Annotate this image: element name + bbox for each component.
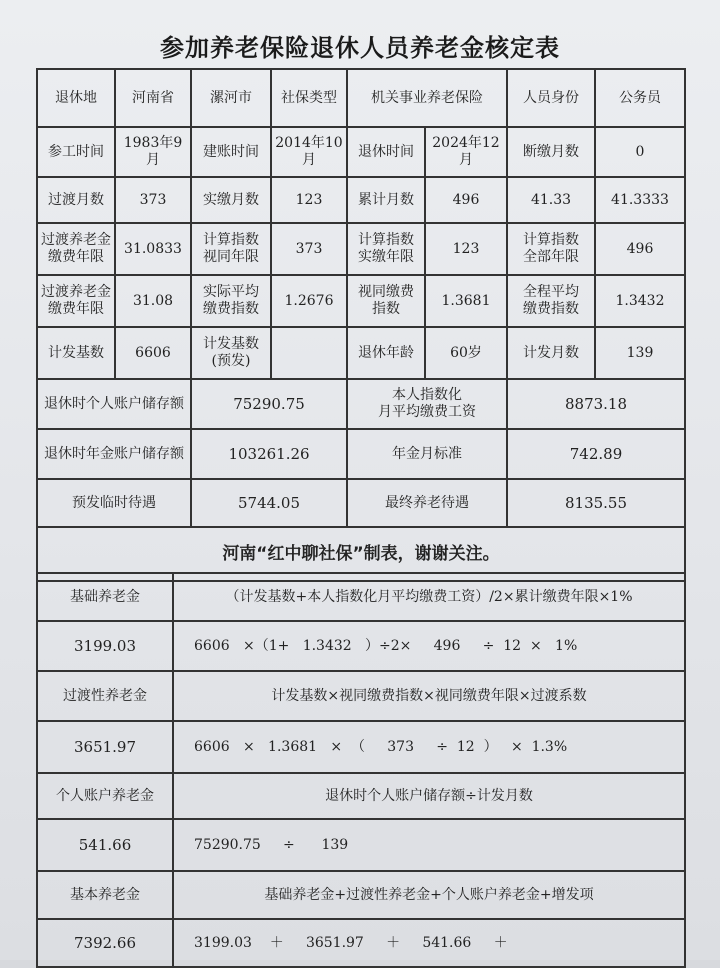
calc-value: 7392.66 — [37, 919, 173, 967]
cell: 41.33 — [507, 177, 595, 223]
value-row — [37, 819, 685, 871]
cell: 计算指数 实缴年限 — [347, 223, 425, 275]
cell: 1983年9月 — [115, 127, 191, 177]
cell: 75290.75 — [191, 379, 347, 429]
cell: 373 — [115, 177, 191, 223]
cell: 计发月数 — [507, 327, 595, 379]
calc-value: 3199.03 — [37, 621, 173, 671]
cell: 1.2676 — [271, 275, 347, 327]
cell: 31.0833 — [115, 223, 191, 275]
cell: 断缴月数 — [507, 127, 595, 177]
cell: 41.3333 — [595, 177, 685, 223]
cell: 全程平均 缴费指数 — [507, 275, 595, 327]
cell: 过渡月数 — [37, 177, 115, 223]
page-title: 参加养老保险退休人员养老金核定表 — [160, 34, 560, 62]
cell: 1.3432 — [595, 275, 685, 327]
calc-label: 过渡性养老金 — [37, 671, 173, 721]
cell: 496 — [425, 177, 507, 223]
info-row — [37, 177, 685, 223]
cell: 0 — [595, 127, 685, 177]
cell: 2014年10月 — [271, 127, 347, 177]
summary-row — [37, 379, 685, 429]
calc-formula: 基础养老金+过渡性养老金+个人账户养老金+增发项 — [173, 871, 685, 919]
cell: 31.08 — [115, 275, 191, 327]
cell: 河南省 — [115, 69, 191, 127]
cell: 建账时间 — [191, 127, 271, 177]
cell: 123 — [425, 223, 507, 275]
formula-row — [37, 871, 685, 919]
info-row — [37, 223, 685, 275]
cell: 6606 — [115, 327, 191, 379]
calc-value: 541.66 — [37, 819, 173, 871]
calc-value: 3651.97 — [37, 721, 173, 773]
cell: 742.89 — [507, 429, 685, 479]
cell: 社保类型 — [271, 69, 347, 127]
calc-formula: 计发基数×视同缴费指数×视同缴费年限×过渡系数 — [173, 671, 685, 721]
cell: 退休年龄 — [347, 327, 425, 379]
cell: 计发基数 — [37, 327, 115, 379]
cell: 过渡养老金 缴费年限 — [37, 223, 115, 275]
cell: 退休时年金账户储存额 — [37, 429, 191, 479]
calc-label: 基础养老金 — [37, 573, 173, 621]
calc-table — [36, 572, 686, 968]
value-row — [37, 621, 685, 671]
formula-row — [37, 773, 685, 819]
cell: 123 — [271, 177, 347, 223]
cell: 5744.05 — [191, 479, 347, 527]
cell — [271, 327, 347, 379]
cell: 计发基数 (预发) — [191, 327, 271, 379]
cell: 年金月标准 — [347, 429, 507, 479]
cell: 实缴月数 — [191, 177, 271, 223]
cell: 373 — [271, 223, 347, 275]
cell: 人员身份 — [507, 69, 595, 127]
cell: 2024年12月 — [425, 127, 507, 177]
cell: 计算指数 视同年限 — [191, 223, 271, 275]
cell: 1.3681 — [425, 275, 507, 327]
cell: 累计月数 — [347, 177, 425, 223]
formula-row — [37, 573, 685, 621]
summary-row — [37, 429, 685, 479]
info-row — [37, 275, 685, 327]
cell: 参工时间 — [37, 127, 115, 177]
calc-expression: 75290.75 ÷ 139 — [173, 819, 685, 871]
cell: 过渡养老金 缴费年限 — [37, 275, 115, 327]
calc-formula: 退休时个人账户储存额÷计发月数 — [173, 773, 685, 819]
calc-label: 个人账户养老金 — [37, 773, 173, 819]
cell: 漯河市 — [191, 69, 271, 127]
cell: 139 — [595, 327, 685, 379]
cell: 视同缴费 指数 — [347, 275, 425, 327]
cell: 退休时间 — [347, 127, 425, 177]
calc-formula: （计发基数+本人指数化月平均缴费工资）/2×累计缴费年限×1% — [173, 573, 685, 621]
cell: 退休时个人账户储存额 — [37, 379, 191, 429]
cell: 机关事业养老保险 — [347, 69, 507, 127]
formula-row — [37, 671, 685, 721]
cell: 公务员 — [595, 69, 685, 127]
info-row — [37, 127, 685, 177]
cell: 预发临时待遇 — [37, 479, 191, 527]
cell: 60岁 — [425, 327, 507, 379]
calc-expression: 6606 × 1.3681 × （ 373 ÷ 12 ） × 1.3% — [173, 721, 685, 773]
cell: 496 — [595, 223, 685, 275]
calc-label: 基本养老金 — [37, 871, 173, 919]
cell: 退休地 — [37, 69, 115, 127]
cell: 最终养老待遇 — [347, 479, 507, 527]
info-table — [36, 68, 686, 582]
cell: 计算指数 全部年限 — [507, 223, 595, 275]
info-row — [37, 69, 685, 127]
cell: 实际平均 缴费指数 — [191, 275, 271, 327]
value-row — [37, 721, 685, 773]
cell: 8873.18 — [507, 379, 685, 429]
calc-expression: 3199.03 ＋ 3651.97 ＋ 541.66 ＋ — [173, 919, 685, 967]
summary-row — [37, 479, 685, 527]
cell: 本人指数化 月平均缴费工资 — [347, 379, 507, 429]
banner-text: 河南“红中聊社保”制表，谢谢关注。 — [37, 527, 685, 581]
info-row — [37, 327, 685, 379]
cell: 8135.55 — [507, 479, 685, 527]
calc-expression: 6606 ×（1+ 1.3432 ）÷2× 496 ÷ 12 × 1% — [173, 621, 685, 671]
cell: 103261.26 — [191, 429, 347, 479]
